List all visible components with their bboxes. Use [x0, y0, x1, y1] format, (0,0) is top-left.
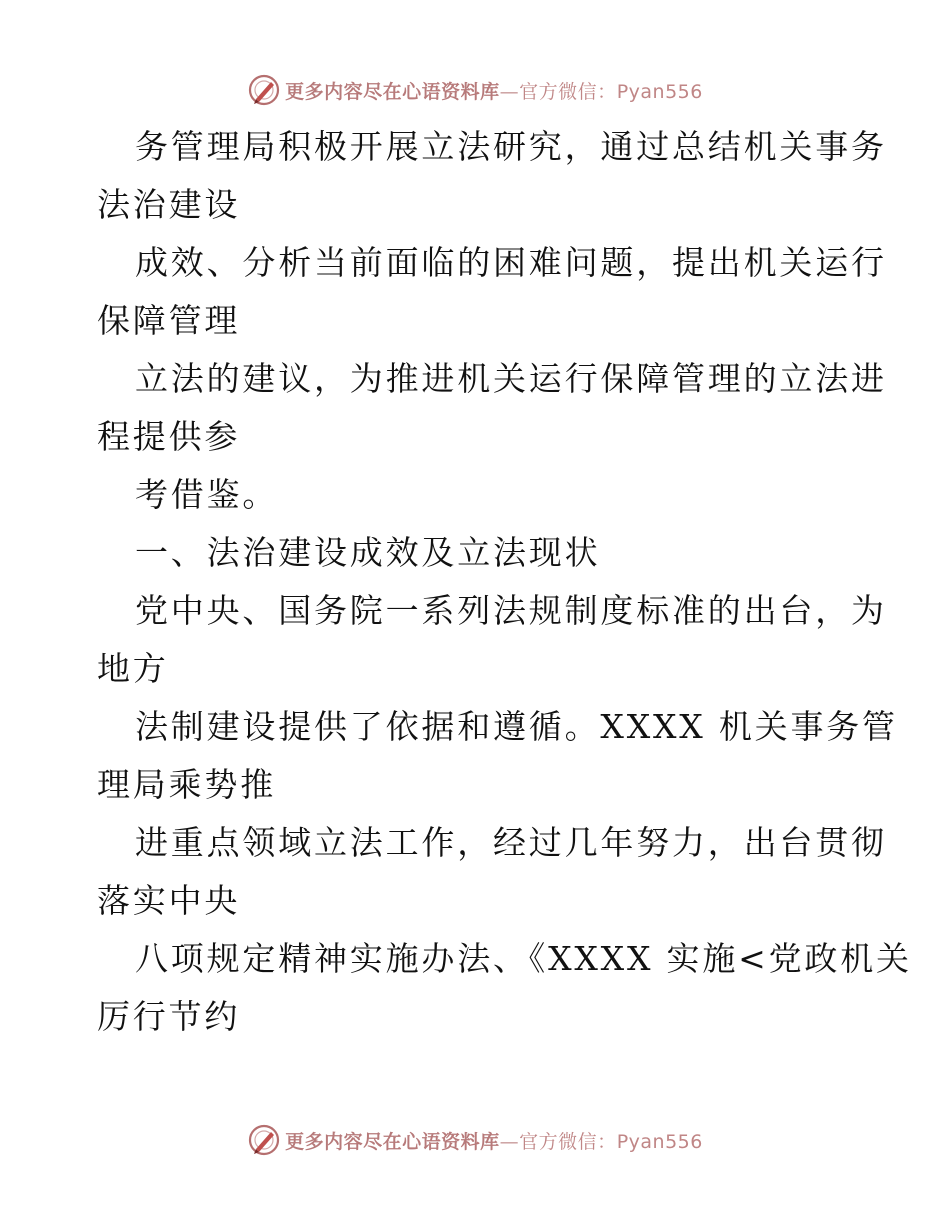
footer-watermark — [0, 1120, 950, 1160]
watermark-text — [285, 77, 703, 104]
document-body — [97, 118, 912, 1046]
watermark-wechat-id: Pyan556 — [616, 80, 703, 103]
text-line: 理局乘势推 — [97, 765, 276, 804]
text-line: 法制建设提供了依据和遵循。XXXX 机关事务管 — [135, 707, 898, 746]
watermark-wechat-label: 官方微信： — [519, 80, 617, 103]
text-line: 党中央、国务院一系列法规制度标准的出台，为 — [135, 591, 887, 630]
watermark-separator: — — [499, 80, 520, 103]
text-line: 进重点领域立法工作，经过几年努力，出台贯彻 — [135, 823, 887, 862]
text-line: 八项规定精神实施办法、《XXXX 实施<党政机关 — [135, 939, 912, 978]
text-line: 成效、分析当前面临的困难问题，提出机关运行 — [135, 243, 887, 282]
pen-logo-icon — [247, 73, 281, 107]
text-line: 立法的建议，为推进机关运行保障管理的立法进 — [135, 359, 887, 398]
text-line: 务管理局积极开展立法研究，通过总结机关事务 — [135, 127, 887, 166]
text-line: 保障管理 — [97, 301, 241, 340]
text-line: 程提供参 — [97, 417, 241, 456]
watermark-separator: — — [499, 1130, 520, 1153]
header-watermark — [0, 70, 950, 110]
section-heading: 一、法治建设成效及立法现状 — [135, 533, 601, 572]
text-line: 落实中央 — [97, 881, 241, 920]
text-line: 地方 — [97, 649, 169, 688]
watermark-wechat-id: Pyan556 — [616, 1130, 703, 1153]
pen-logo-icon — [247, 1123, 281, 1157]
text-line: 厉行节约 — [97, 997, 241, 1036]
text-line: 考借鉴。 — [135, 475, 279, 514]
watermark-wechat-label: 官方微信： — [519, 1130, 617, 1153]
watermark-site-text: 更多内容尽在心语资料库 — [285, 1130, 500, 1153]
watermark-site-text: 更多内容尽在心语资料库 — [285, 80, 500, 103]
text-line: 法治建设 — [97, 185, 241, 224]
watermark-text — [285, 1127, 703, 1154]
